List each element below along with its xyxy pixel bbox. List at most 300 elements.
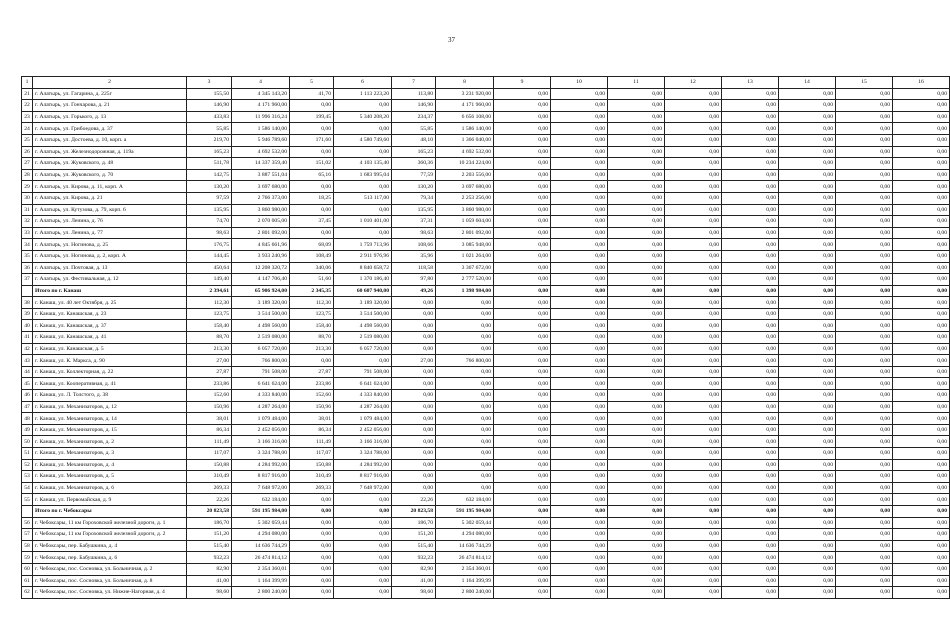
table-row — [22, 471, 950, 483]
value-cell: 0,00 — [665, 587, 722, 599]
value-cell: 0,00 — [665, 529, 722, 541]
value-cell: 233,86 — [290, 378, 334, 390]
value-cell: 146,90 — [187, 100, 232, 112]
data-table — [21, 76, 950, 599]
value-cell: 0,00 — [392, 320, 436, 332]
value-cell: 79,34 — [392, 192, 436, 204]
value-cell: 0,00 — [893, 343, 950, 355]
value-cell: 0,00 — [779, 285, 836, 297]
value-cell: 0,00 — [334, 505, 392, 517]
value-cell: 86,34 — [290, 424, 334, 436]
value-cell: 0,00 — [494, 285, 551, 297]
value-cell: 0,00 — [551, 88, 608, 100]
value-cell: 0,00 — [290, 563, 334, 575]
value-cell: 0,00 — [722, 563, 779, 575]
value-cell: 0,00 — [494, 563, 551, 575]
value-cell: 0,00 — [551, 250, 608, 262]
header-cell: 4 — [232, 77, 290, 89]
table-row — [22, 587, 950, 599]
value-cell: 0,00 — [893, 587, 950, 599]
value-cell: 0,00 — [722, 320, 779, 332]
value-cell: 0,00 — [551, 505, 608, 517]
value-cell: 0,00 — [494, 575, 551, 587]
value-cell: 0,00 — [836, 575, 893, 587]
value-cell: 0,00 — [665, 158, 722, 170]
value-cell: 0,00 — [779, 146, 836, 158]
value-cell: 7 648 972,00 — [232, 482, 290, 494]
value-cell: 152,60 — [187, 390, 232, 402]
value-cell: 142,75 — [187, 169, 232, 181]
value-cell: 0,00 — [392, 436, 436, 448]
address-cell: Итого по г. Канаш — [33, 285, 187, 297]
value-cell: 0,00 — [779, 517, 836, 529]
value-cell: 0,00 — [608, 494, 665, 506]
value-cell: 108,49 — [290, 250, 334, 262]
address-cell: г. Канаш, ул. Механизаторов, д. 2 — [33, 436, 187, 448]
address-cell: г. Чебоксары, пер. Бабушкина, д. 4 — [33, 540, 187, 552]
value-cell: 5 302 059,44 — [232, 517, 290, 529]
value-cell: 0,00 — [722, 297, 779, 309]
row-number: 37 — [22, 274, 33, 286]
value-cell: 0,00 — [836, 158, 893, 170]
header-cell: 15 — [836, 77, 893, 89]
value-cell: 0,00 — [608, 297, 665, 309]
value-cell: 0,00 — [665, 250, 722, 262]
row-number: 33 — [22, 227, 33, 239]
address-cell: г. Алатырь, ул. Ногинова, д. 25 — [33, 239, 187, 251]
value-cell: 2 203 556,00 — [436, 169, 494, 181]
value-cell: 4 333 840,00 — [334, 390, 392, 402]
value-cell: 0,00 — [779, 134, 836, 146]
value-cell: 0,00 — [494, 123, 551, 135]
table-row — [22, 517, 950, 529]
address-cell: г. Алатырь, ул. Жуковского, д. 70 — [33, 169, 187, 181]
value-cell: 4 692 532,00 — [232, 146, 290, 158]
value-cell: 0,00 — [836, 587, 893, 599]
header-cell: 14 — [779, 77, 836, 89]
value-cell: 0,00 — [608, 332, 665, 344]
address-cell: г. Канаш, ул. Первомайская, д. 9 — [33, 494, 187, 506]
value-cell: 0,00 — [836, 227, 893, 239]
value-cell: 0,00 — [494, 471, 551, 483]
value-cell: 0,00 — [722, 332, 779, 344]
value-cell: 0,00 — [494, 529, 551, 541]
value-cell: 0,00 — [893, 250, 950, 262]
address-cell: г. Канаш, ул. Канашская, д. 37 — [33, 320, 187, 332]
address-cell: г. Канаш, ул. Механизаторов, д. 12 — [33, 401, 187, 413]
row-number: 54 — [22, 482, 33, 494]
value-cell: 3 514 500,00 — [232, 308, 290, 320]
value-cell: 0,00 — [665, 88, 722, 100]
value-cell: 12 208 320,72 — [232, 262, 290, 274]
value-cell: 0,00 — [665, 575, 722, 587]
value-cell: 0,00 — [893, 482, 950, 494]
value-cell: 0,00 — [290, 146, 334, 158]
value-cell: 0,00 — [334, 552, 392, 564]
value-cell: 0,00 — [665, 540, 722, 552]
value-cell: 0,00 — [722, 436, 779, 448]
address-cell: г. Алатырь, ул. Гончарова, д. 21 — [33, 100, 187, 112]
value-cell: 0,00 — [779, 552, 836, 564]
header-cell: 10 — [551, 77, 608, 89]
value-cell: 65,16 — [290, 169, 334, 181]
value-cell: 158,40 — [290, 320, 334, 332]
address-cell: г. Чебоксары, 11 км Гороховской железной дороги, д. 1 — [33, 517, 187, 529]
value-cell: 0,00 — [551, 563, 608, 575]
value-cell: 0,00 — [392, 424, 436, 436]
table-row — [22, 274, 950, 286]
value-cell: 2 801 092,00 — [232, 227, 290, 239]
table-row — [22, 563, 950, 575]
value-cell: 0,00 — [893, 146, 950, 158]
value-cell: 0,00 — [494, 308, 551, 320]
value-cell: 0,00 — [608, 181, 665, 193]
value-cell: 3 697 680,00 — [436, 181, 494, 193]
value-cell: 0,00 — [836, 366, 893, 378]
table-row — [22, 366, 950, 378]
value-cell: 22,26 — [187, 494, 232, 506]
value-cell: 0,00 — [494, 111, 551, 123]
value-cell: 10 234 224,00 — [436, 158, 494, 170]
address-cell: г. Канаш, ул. Коллекторная, д. 22 — [33, 366, 187, 378]
value-cell: 213,30 — [290, 343, 334, 355]
value-cell: 791 508,00 — [334, 366, 392, 378]
value-cell: 0,00 — [722, 285, 779, 297]
value-cell: 0,00 — [722, 100, 779, 112]
value-cell: 1 164 399,99 — [436, 575, 494, 587]
value-cell: 6 641 624,00 — [334, 378, 392, 390]
address-cell: г. Канаш, ул. Механизаторов, д. 4 — [33, 459, 187, 471]
value-cell: 37,45 — [290, 216, 334, 228]
value-cell: 0,00 — [893, 204, 950, 216]
value-cell: 27,00 — [187, 355, 232, 367]
value-cell: 0,00 — [551, 482, 608, 494]
value-cell: 0,00 — [665, 262, 722, 274]
value-cell: 98,63 — [187, 227, 232, 239]
value-cell: 0,00 — [665, 366, 722, 378]
value-cell: 0,00 — [436, 308, 494, 320]
value-cell: 0,00 — [608, 540, 665, 552]
value-cell: 0,00 — [290, 123, 334, 135]
value-cell: 0,00 — [551, 459, 608, 471]
value-cell: 0,00 — [893, 540, 950, 552]
value-cell: 2 452 056,00 — [232, 424, 290, 436]
value-cell: 0,00 — [893, 181, 950, 193]
value-cell: 0,00 — [608, 505, 665, 517]
value-cell: 0,00 — [722, 482, 779, 494]
value-cell: 3 367 672,00 — [436, 262, 494, 274]
row-number: 46 — [22, 390, 33, 402]
header-cell: 1 — [22, 77, 33, 89]
value-cell: 0,00 — [551, 158, 608, 170]
value-cell: 0,00 — [722, 505, 779, 517]
value-cell: 0,00 — [494, 332, 551, 344]
address-cell: г. Канаш, ул. Канашская, д. 5 — [33, 343, 187, 355]
value-cell: 111,49 — [187, 436, 232, 448]
row-number: 48 — [22, 413, 33, 425]
value-cell: 0,00 — [608, 239, 665, 251]
value-cell: 591 195 984,00 — [232, 505, 290, 517]
value-cell: 0,00 — [893, 134, 950, 146]
address-cell: г. Алатырь, ул. Фестивальная, д. 12 — [33, 274, 187, 286]
value-cell: 0,00 — [722, 587, 779, 599]
row-number: 28 — [22, 169, 33, 181]
address-cell: г. Алатырь, ул. Ногинова, д. 2, корп. А — [33, 250, 187, 262]
value-cell: 0,00 — [551, 436, 608, 448]
value-cell: 0,00 — [608, 111, 665, 123]
value-cell: 0,00 — [494, 355, 551, 367]
value-cell: 0,00 — [836, 355, 893, 367]
address-cell: г. Алатырь, ул. Ленина, д. 77 — [33, 227, 187, 239]
value-cell: 108,66 — [392, 239, 436, 251]
value-cell: 0,00 — [665, 378, 722, 390]
value-cell: 0,00 — [551, 517, 608, 529]
value-cell: 65 906 924,00 — [232, 285, 290, 297]
value-cell: 144,45 — [187, 250, 232, 262]
value-cell: 0,00 — [722, 366, 779, 378]
row-number: 43 — [22, 355, 33, 367]
value-cell: 0,00 — [665, 448, 722, 460]
value-cell: 0,00 — [836, 274, 893, 286]
value-cell: 0,00 — [334, 540, 392, 552]
value-cell: 0,00 — [494, 587, 551, 599]
value-cell: 0,00 — [665, 494, 722, 506]
table-row — [22, 100, 950, 112]
value-cell: 4 294 080,00 — [436, 529, 494, 541]
value-cell: 0,00 — [608, 216, 665, 228]
value-cell: 0,00 — [436, 482, 494, 494]
value-cell: 0,00 — [392, 378, 436, 390]
value-cell: 14 636 744,29 — [436, 540, 494, 552]
value-cell: 0,00 — [608, 436, 665, 448]
value-cell: 68,09 — [290, 239, 334, 251]
value-cell: 0,00 — [665, 343, 722, 355]
value-cell: 0,00 — [392, 459, 436, 471]
value-cell: 0,00 — [551, 529, 608, 541]
value-cell: 219,70 — [187, 134, 232, 146]
value-cell: 8 817 916,00 — [232, 471, 290, 483]
value-cell: 199,45 — [290, 111, 334, 123]
row-number: 52 — [22, 459, 33, 471]
value-cell: 0,00 — [836, 100, 893, 112]
row-number: 27 — [22, 158, 33, 170]
value-cell: 0,00 — [836, 378, 893, 390]
value-cell: 37,31 — [392, 216, 436, 228]
value-cell: 0,00 — [779, 540, 836, 552]
value-cell: 4 580 749,60 — [334, 134, 392, 146]
value-cell: 0,00 — [779, 88, 836, 100]
row-number: 40 — [22, 320, 33, 332]
value-cell: 5 302 059,44 — [436, 517, 494, 529]
value-cell: 0,00 — [290, 355, 334, 367]
value-cell: 26 474 814,12 — [232, 552, 290, 564]
value-cell: 632 184,00 — [436, 494, 494, 506]
value-cell: 0,00 — [779, 158, 836, 170]
value-cell: 27,00 — [392, 355, 436, 367]
value-cell: 450,64 — [187, 262, 232, 274]
value-cell: 4 147 706,40 — [232, 274, 290, 286]
value-cell: 2 777 520,00 — [436, 274, 494, 286]
value-cell: 2 766 373,00 — [232, 192, 290, 204]
value-cell: 0,00 — [494, 134, 551, 146]
value-cell: 0,00 — [551, 575, 608, 587]
value-cell: 0,00 — [836, 436, 893, 448]
value-cell: 0,00 — [608, 366, 665, 378]
value-cell: 3 166 316,00 — [334, 436, 392, 448]
value-cell: 0,00 — [722, 123, 779, 135]
address-cell: г. Алатырь, ул. Жуковского, д. 48 — [33, 158, 187, 170]
value-cell: 97,80 — [392, 274, 436, 286]
value-cell: 0,00 — [494, 88, 551, 100]
value-cell: 0,00 — [665, 459, 722, 471]
value-cell: 932,23 — [187, 552, 232, 564]
value-cell: 165,23 — [187, 146, 232, 158]
value-cell: 1 113 223,20 — [334, 88, 392, 100]
address-cell: г. Алатырь, ул. Кирова, д. 11, корп. А — [33, 181, 187, 193]
value-cell: 4 287 264,00 — [334, 401, 392, 413]
address-cell: г. Канаш, ул. Канашская, д. 41 — [33, 332, 187, 344]
value-cell: 0,00 — [665, 227, 722, 239]
value-cell: 0,00 — [836, 505, 893, 517]
value-cell: 41,00 — [392, 575, 436, 587]
table-row — [22, 123, 950, 135]
value-cell: 0,00 — [494, 216, 551, 228]
value-cell: 632 184,00 — [232, 494, 290, 506]
value-cell: 0,00 — [836, 343, 893, 355]
value-cell: 0,00 — [893, 239, 950, 251]
value-cell: 3 324 788,00 — [232, 448, 290, 460]
value-cell: 3 860 980,00 — [232, 204, 290, 216]
value-cell: 1 370 186,40 — [334, 274, 392, 286]
value-cell: 0,00 — [665, 563, 722, 575]
value-cell: 0,00 — [893, 192, 950, 204]
value-cell: 360,36 — [392, 158, 436, 170]
value-cell: 0,00 — [893, 529, 950, 541]
table-row — [22, 482, 950, 494]
value-cell: 0,00 — [779, 308, 836, 320]
value-cell: 766 800,00 — [436, 355, 494, 367]
value-cell: 149,40 — [187, 274, 232, 286]
value-cell: 0,00 — [665, 505, 722, 517]
value-cell: 3 189 320,00 — [334, 297, 392, 309]
value-cell: 4 294 080,00 — [232, 529, 290, 541]
value-cell: 0,00 — [494, 343, 551, 355]
value-cell: 0,00 — [551, 366, 608, 378]
value-cell: 0,00 — [722, 181, 779, 193]
value-cell: 0,00 — [608, 134, 665, 146]
value-cell: 0,00 — [608, 459, 665, 471]
value-cell: 340,06 — [290, 262, 334, 274]
value-cell: 0,00 — [392, 366, 436, 378]
value-cell: 0,00 — [836, 517, 893, 529]
table-row — [22, 424, 950, 436]
value-cell: 4 171 960,00 — [436, 100, 494, 112]
value-cell: 0,00 — [494, 482, 551, 494]
value-cell: 0,00 — [608, 308, 665, 320]
value-cell: 0,00 — [392, 401, 436, 413]
value-cell: 0,00 — [836, 192, 893, 204]
value-cell: 0,00 — [551, 390, 608, 402]
value-cell: 0,00 — [779, 378, 836, 390]
value-cell: 0,00 — [608, 482, 665, 494]
value-cell: 0,00 — [836, 250, 893, 262]
row-number: 45 — [22, 378, 33, 390]
value-cell: 2 911 976,96 — [334, 250, 392, 262]
value-cell: 0,00 — [779, 123, 836, 135]
row-number — [22, 505, 33, 517]
value-cell: 0,00 — [551, 169, 608, 181]
value-cell: 0,00 — [779, 216, 836, 228]
table-row — [22, 204, 950, 216]
value-cell: 513 117,00 — [334, 192, 392, 204]
value-cell: 0,00 — [608, 401, 665, 413]
address-cell: г. Чебоксары, пос. Сосновка, ул. Нижне-Нагорная, д. 4 — [33, 587, 187, 599]
table-row — [22, 413, 950, 425]
table-row — [22, 239, 950, 251]
value-cell: 0,00 — [893, 100, 950, 112]
value-cell: 0,00 — [551, 192, 608, 204]
value-cell: 0,00 — [722, 274, 779, 286]
value-cell: 234,37 — [392, 111, 436, 123]
value-cell: 0,00 — [779, 459, 836, 471]
value-cell: 151,20 — [187, 529, 232, 541]
row-number: 38 — [22, 297, 33, 309]
value-cell: 0,00 — [722, 575, 779, 587]
address-cell: г. Канаш, ул. Механизаторов, д. 6 — [33, 482, 187, 494]
value-cell: 0,00 — [494, 320, 551, 332]
value-cell: 3 514 500,00 — [334, 308, 392, 320]
value-cell: 233,86 — [187, 378, 232, 390]
value-cell: 0,00 — [722, 343, 779, 355]
value-cell: 0,00 — [551, 587, 608, 599]
value-cell: 0,00 — [494, 366, 551, 378]
address-cell: г. Алатырь, ул. Кирова, д. 21 — [33, 192, 187, 204]
value-cell: 0,00 — [779, 587, 836, 599]
value-cell: 0,00 — [779, 563, 836, 575]
table-row — [22, 216, 950, 228]
row-number: 35 — [22, 250, 33, 262]
value-cell: 0,00 — [722, 308, 779, 320]
row-number: 61 — [22, 575, 33, 587]
address-cell: г. Канаш, ул. К. Маркса, д. 90 — [33, 355, 187, 367]
value-cell: 0,00 — [893, 262, 950, 274]
value-cell: 2 070 005,00 — [232, 216, 290, 228]
value-cell: 11 996 316,24 — [232, 111, 290, 123]
value-cell: 130,20 — [392, 181, 436, 193]
value-cell: 7 648 972,00 — [334, 482, 392, 494]
value-cell: 0,00 — [722, 552, 779, 564]
value-cell: 0,00 — [779, 505, 836, 517]
value-cell: 0,00 — [893, 158, 950, 170]
value-cell: 0,00 — [551, 227, 608, 239]
value-cell: 0,00 — [608, 448, 665, 460]
value-cell: 0,00 — [836, 424, 893, 436]
value-cell: 0,00 — [334, 355, 392, 367]
value-cell: 6 057 720,00 — [232, 343, 290, 355]
value-cell: 0,00 — [779, 529, 836, 541]
row-number: 58 — [22, 540, 33, 552]
value-cell: 0,00 — [779, 192, 836, 204]
value-cell: 0,00 — [836, 563, 893, 575]
value-cell: 0,00 — [436, 413, 494, 425]
value-cell: 0,00 — [494, 146, 551, 158]
value-cell: 0,00 — [779, 262, 836, 274]
value-cell: 135,95 — [392, 204, 436, 216]
row-number: 32 — [22, 216, 33, 228]
value-cell: 0,00 — [551, 320, 608, 332]
value-cell: 0,00 — [334, 181, 392, 193]
value-cell: 0,00 — [893, 274, 950, 286]
